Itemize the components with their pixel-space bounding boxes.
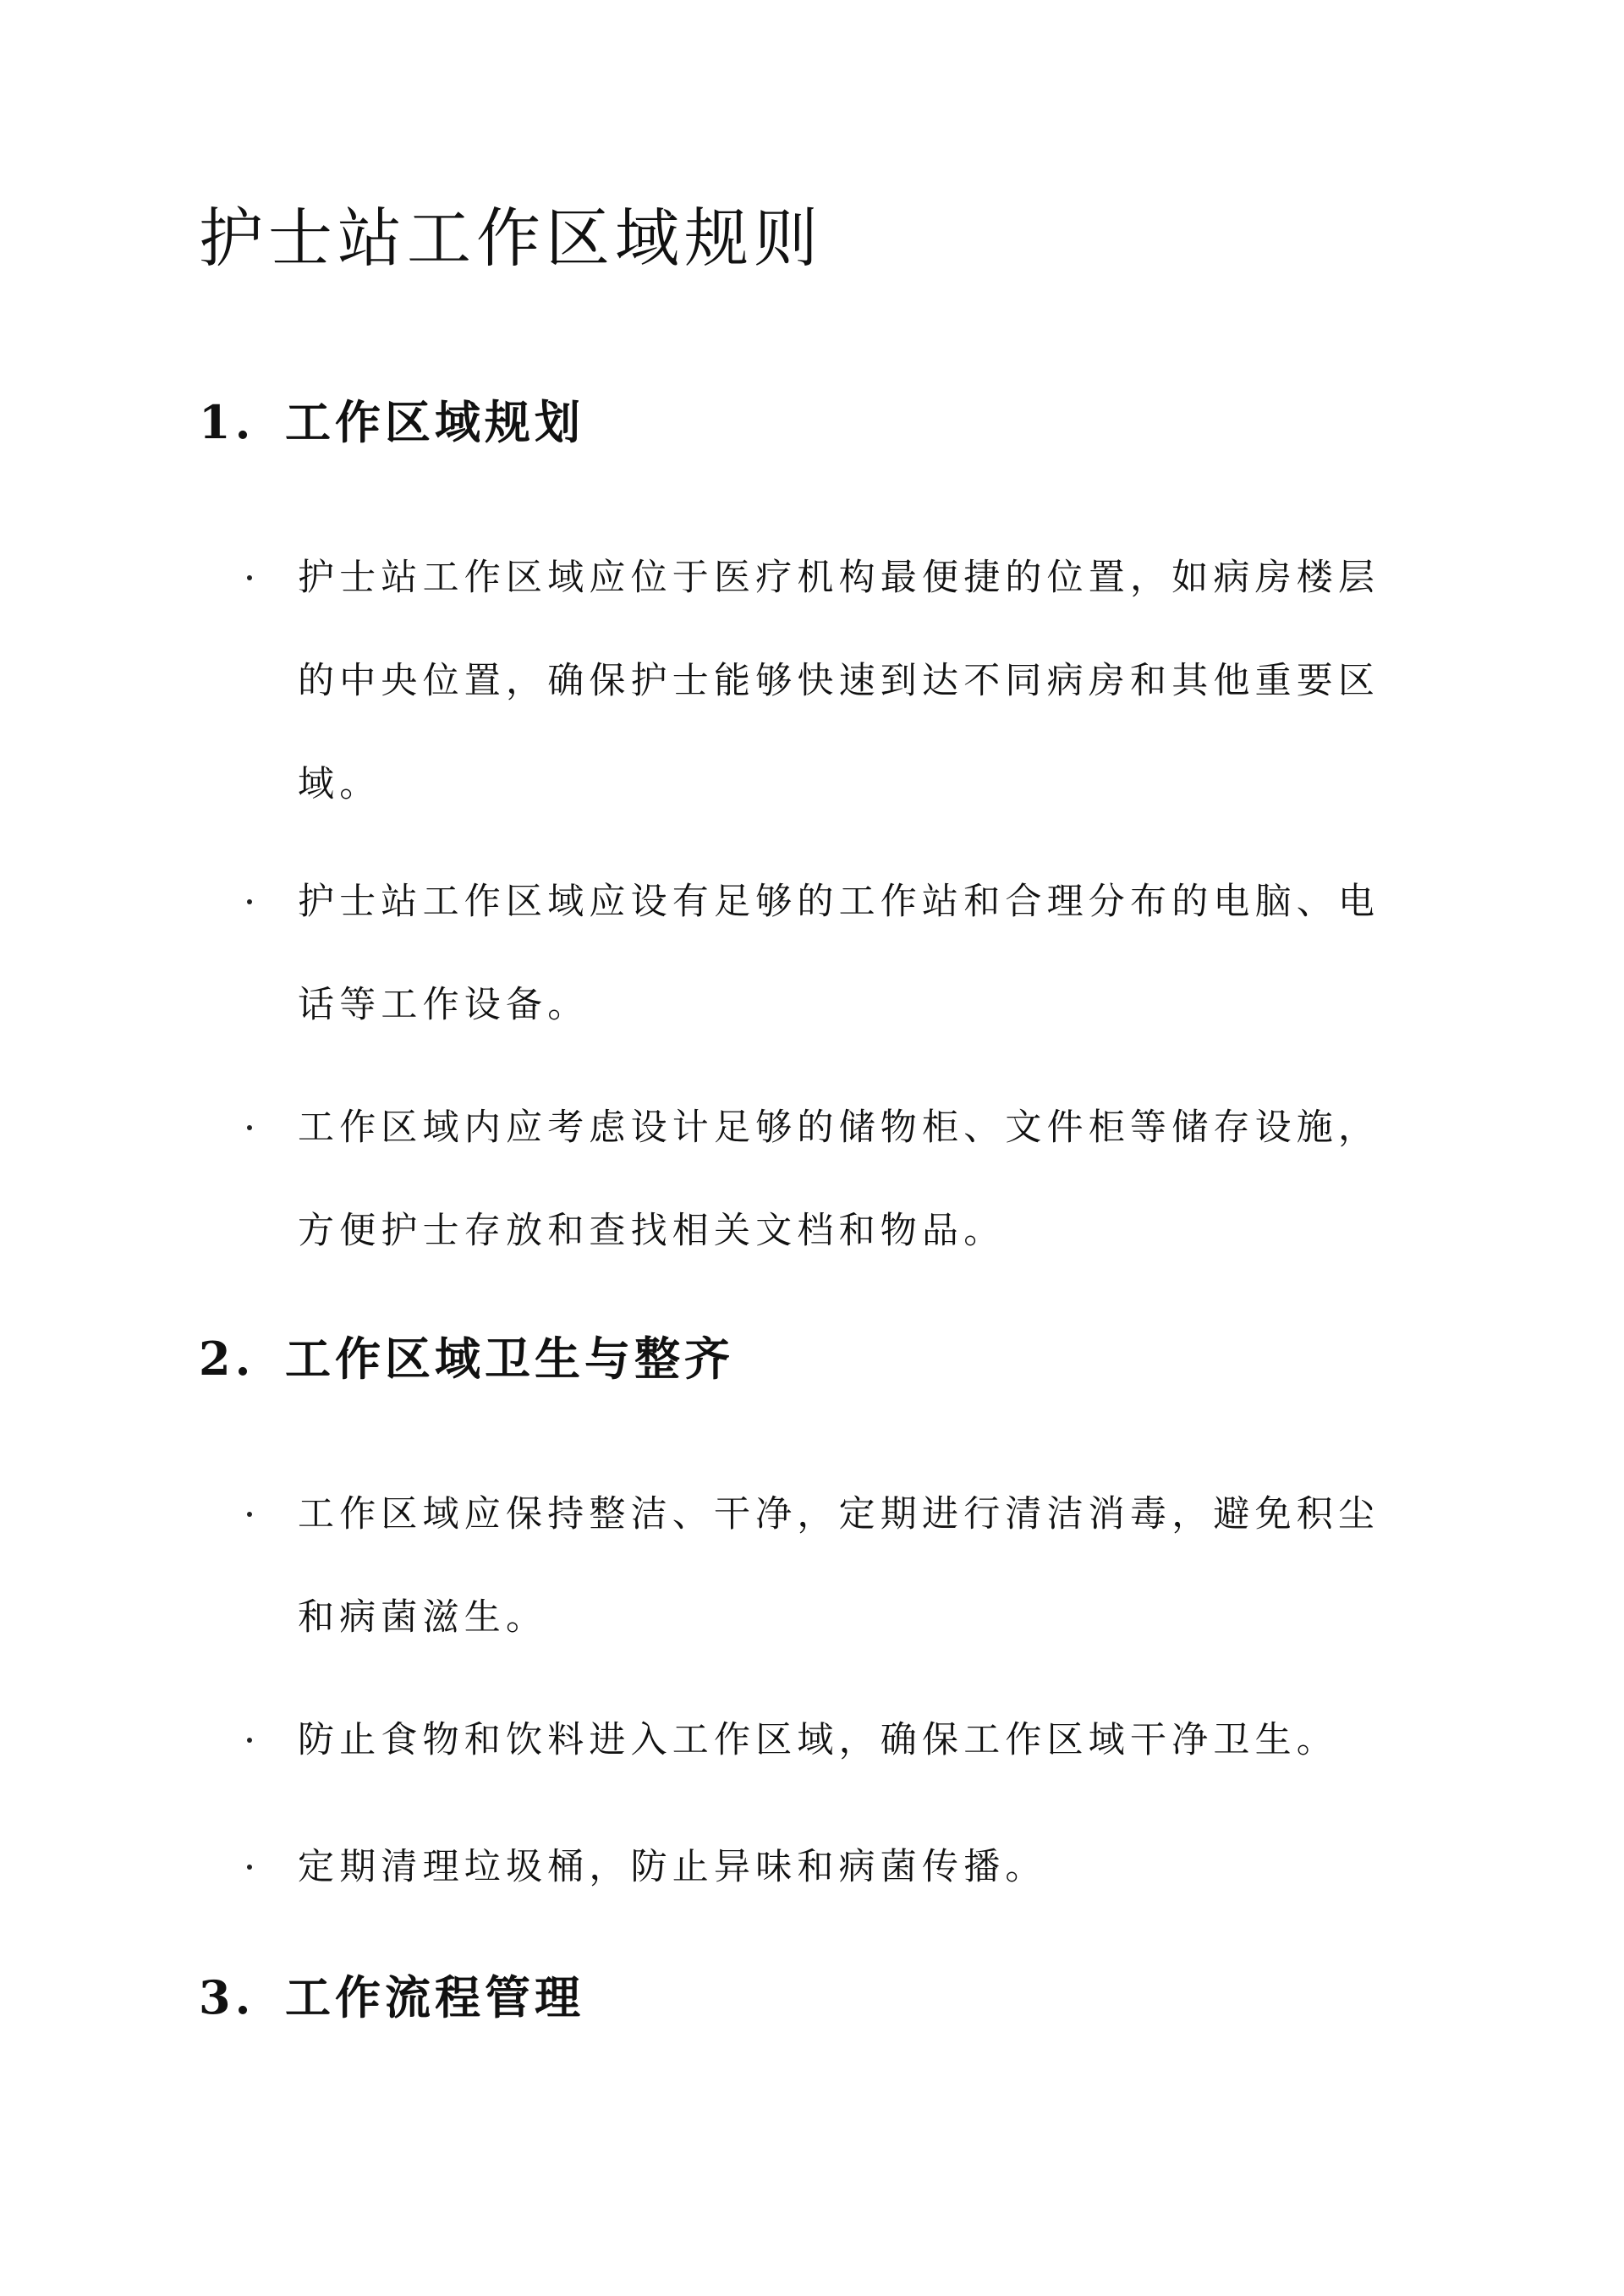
section-number: 3. [199, 1970, 255, 2024]
section-heading-3 [199, 1970, 584, 2024]
bullet-icon [247, 1512, 252, 1517]
bullet-icon [247, 1125, 252, 1130]
section-title: 工作区域卫生与整齐 [285, 1332, 734, 1386]
list-item-text: 护士站工作区域应设有足够的工作站和合理分布的电脑、电 话等工作设备。 [298, 881, 1380, 1026]
section-title: 工作流程管理 [285, 1970, 584, 2024]
list-item-text: 工作区域内应考虑设计足够的储物柜、文件柜等储存设施， 方便护士存放和查找相关文档和物品。 [298, 1107, 1380, 1252]
list-item-text: 工作区域应保持整洁、干净，定期进行清洁消毒，避免积尘 和病菌滋生。 [298, 1493, 1380, 1639]
section-number: 1. [199, 395, 255, 449]
document-title: 护士站工作区域规则 [199, 200, 823, 276]
list-item-text: 护士站工作区域应位于医疗机构最便捷的位置，如病房楼层 的中央位置，确保护士能够快速到达不同病房和其他重要区 域。 [298, 557, 1380, 805]
bullet-icon [247, 575, 252, 580]
section-heading-2 [199, 1334, 734, 1384]
list-item-text: 防止食物和饮料进入工作区域，确保工作区域干净卫生。 [298, 1719, 1338, 1761]
section-heading-1 [199, 395, 584, 449]
list-item-text: 定期清理垃圾桶，防止异味和病菌传播。 [298, 1846, 1047, 1888]
section-title: 工作区域规划 [285, 395, 584, 449]
section-number: 2. [199, 1332, 255, 1386]
bullet-icon [247, 1738, 252, 1743]
bullet-icon [247, 899, 252, 904]
bullet-icon [247, 1865, 252, 1870]
